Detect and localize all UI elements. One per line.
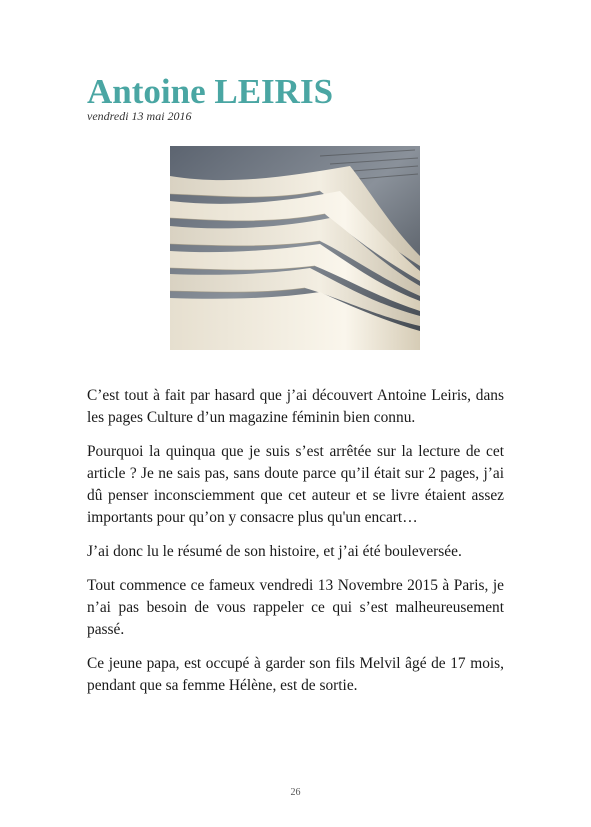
paragraph: J’ai donc lu le résumé de son histoire, et j’ai été bouleversée.: [87, 543, 462, 560]
paragraph: Pourquoi la quinqua que je suis s’est arrêtée sur la lecture de cet article ? Je ne sais pas, sans doute parce qu’il était sur 2 pages, j’ai dû penser inconsciemment que cet auteur et se livre étaient assez importants pour qu’on y consacre plus qu'un encart…: [87, 443, 504, 526]
paragraph: Ce jeune papa, est occupé à garder son fils Melvil âgé de 17 mois, pendant que sa femme Hélène, est de sortie.: [87, 655, 504, 694]
page-number: 26: [290, 787, 301, 798]
paragraph: Tout commence ce fameux vendredi 13 Novembre 2015 à Paris, je n’ai pas besoin de vous rappeler ce qui s’est malheureusement passé.: [87, 577, 504, 638]
page-title: Antoine LEIRIS: [87, 72, 334, 111]
post-date: vendredi 13 mai 2016: [87, 109, 192, 123]
book-pages-photo: [170, 146, 420, 350]
paragraph: C’est tout à fait par hasard que j’ai découvert Antoine Leiris, dans les pages Culture d’un magazine féminin bien connu.: [87, 387, 504, 426]
article-body: [87, 385, 504, 709]
